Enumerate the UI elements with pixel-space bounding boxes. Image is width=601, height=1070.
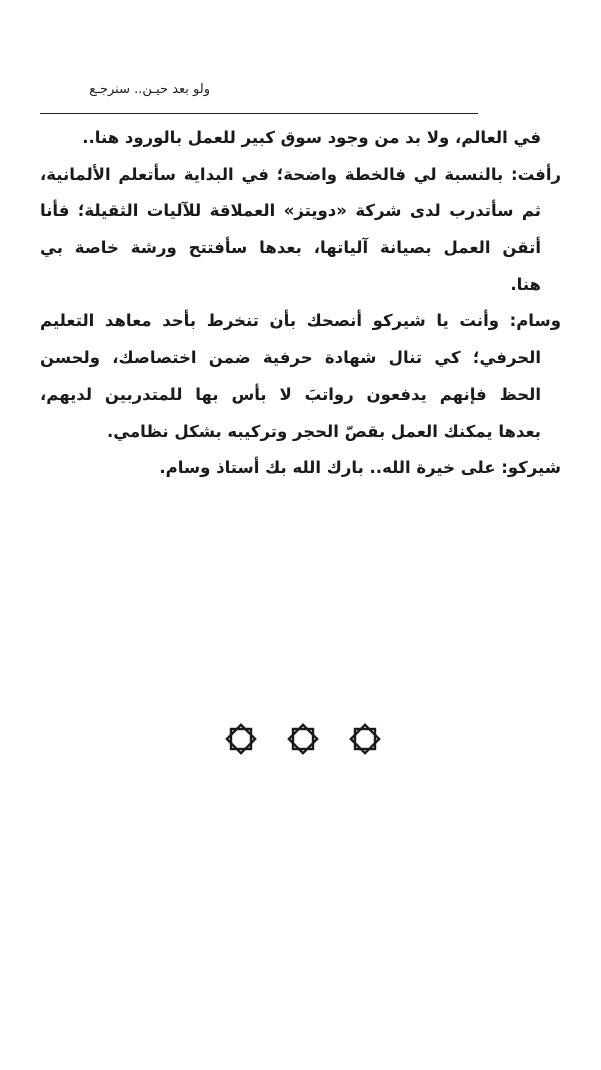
text-line: الحظ فإنهم يدفعون رواتبَ لا بأس بها للمتدربين لديهم،	[40, 384, 541, 404]
text-line: الحرفي؛ كي تنال شهادة حرفية ضمن اختصاصك، ولحسن	[40, 348, 541, 368]
text-line: شيركو: على خيرة الله.. بارك الله بك أستاذ وسام.	[159, 458, 561, 478]
text-line: رأفت: بالنسبة لي فالخطة واضحة؛ في البداية سأتعلم الألمانية،	[40, 164, 561, 184]
section-ornaments	[0, 722, 601, 758]
text-line: بعدها يمكنك العمل بقصّ الحجر وتركيبه بشكل نظامي.	[106, 421, 541, 441]
eight-point-star-ornament-icon	[286, 722, 320, 756]
text-line: في العالم، ولا بد من وجود سوق كبير للعمل بالورود هنا..	[82, 128, 541, 147]
text-block	[40, 120, 561, 487]
eight-point-star-ornament-icon	[224, 722, 258, 756]
eight-point-star-ornament-icon	[348, 722, 382, 756]
text-line: ثم سأتدرب لدى شركة «دويتز» العملاقة للآليات الثقيلة؛ فأنا	[40, 201, 541, 221]
header-rule	[40, 113, 478, 114]
running-header: ولو بعد حيـن.. سنرجـع	[89, 82, 210, 97]
text-line: وسام: وأنت يا شيركو أنصحك بأن تنخرط بأحد معاهد التعليم	[40, 311, 561, 331]
text-line: هنا.	[510, 274, 541, 294]
text-line: أتقن العمل بصيانة آلياتها، بعدها سأفتتح ورشة خاصة بي	[40, 238, 541, 258]
